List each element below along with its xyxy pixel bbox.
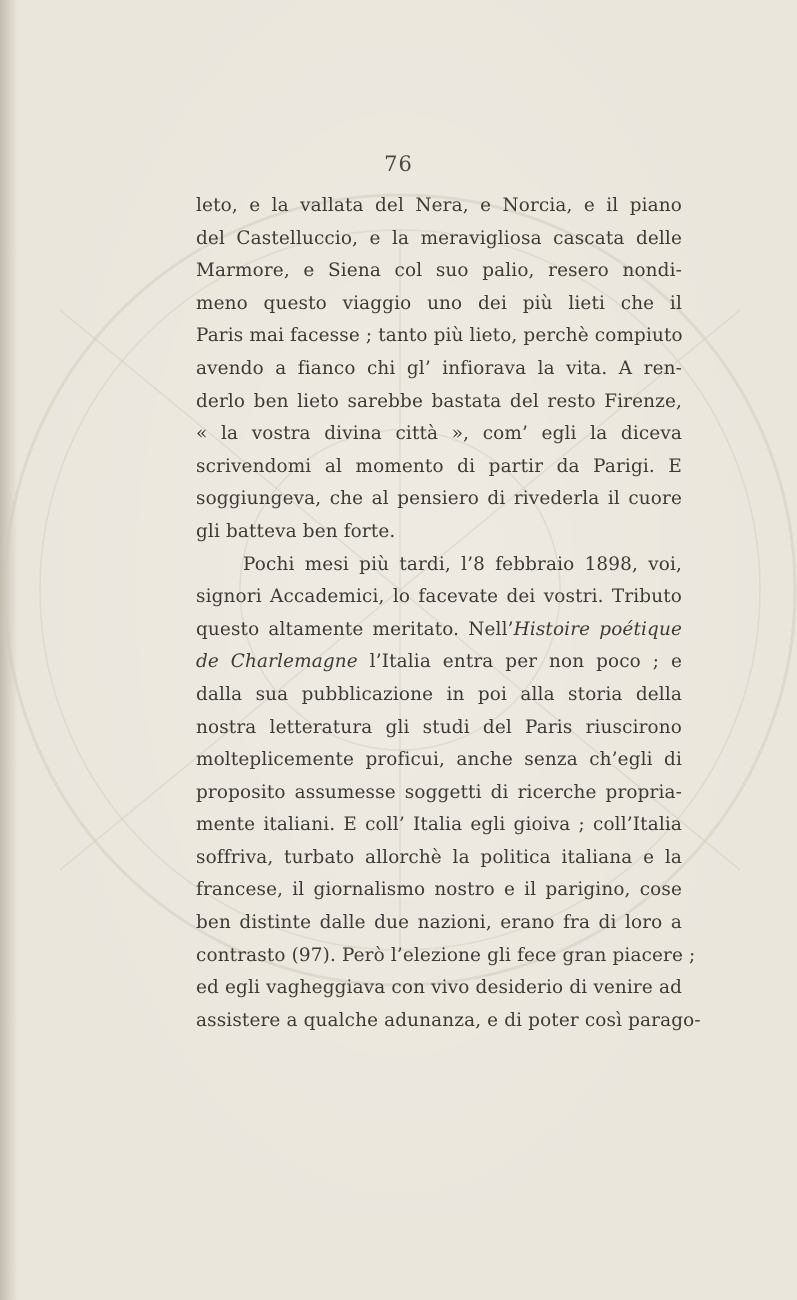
text-segment: mente italiani. E coll’ Italia egli gioiva ; coll’Italia xyxy=(196,814,682,836)
text-line xyxy=(196,744,682,777)
text-segment: l’Italia entra per non poco ; e xyxy=(357,651,682,673)
text-segment: signori Accademici, lo facevate dei vostri. Tributo xyxy=(196,586,682,608)
text-segment: proposito assumesse soggetti di ricerche propria- xyxy=(196,781,682,803)
text-line xyxy=(196,516,682,549)
text-line xyxy=(196,288,682,321)
italic-title-segment: Histoire poétique xyxy=(513,618,682,640)
text-segment: scrivendomi al momento di partir da Parigi. E xyxy=(196,455,682,477)
text-line xyxy=(196,483,682,516)
text-line xyxy=(196,907,682,940)
text-line xyxy=(196,712,682,745)
text-segment: ben distinte dalle due nazioni, erano fra di loro a xyxy=(196,912,682,934)
text-line xyxy=(196,1005,701,1038)
text-segment: contrasto (97). Però l’elezione gli fece gran piacere ; xyxy=(196,944,696,966)
text-line xyxy=(196,549,682,582)
text-line xyxy=(196,679,682,712)
text-segment: soffriva, turbato allorchè la politica italiana e la xyxy=(196,846,682,868)
text-line xyxy=(196,614,682,647)
page-fold-shadow xyxy=(0,0,18,1300)
text-segment: soggiungeva, che al pensiero di rivederla il cuore xyxy=(196,488,682,510)
text-segment: leto, e la vallata del Nera, e Norcia, e il piano xyxy=(196,195,682,216)
text-line xyxy=(196,972,682,1005)
text-segment: del Castelluccio, e la meravigliosa cascata delle xyxy=(196,227,682,249)
text-line xyxy=(196,386,682,419)
text-line xyxy=(196,190,682,223)
text-segment: dalla sua pubblicazione in poi alla storia della xyxy=(196,683,682,705)
text-segment: molteplicemente proficui, anche senza ch’egli di xyxy=(196,749,682,771)
text-line xyxy=(196,320,682,353)
text-line xyxy=(196,451,682,484)
text-segment: Pochi mesi più tardi, l’8 febbraio 1898, voi, xyxy=(243,553,682,575)
text-line xyxy=(196,353,682,386)
text-line xyxy=(196,809,682,842)
text-segment: gli batteva ben forte. xyxy=(196,520,396,542)
page-number: 76 xyxy=(384,152,413,176)
italic-title-segment: de Charlemagne xyxy=(196,651,358,673)
text-line xyxy=(196,581,682,614)
body-text xyxy=(196,190,701,1037)
text-line xyxy=(196,646,682,679)
text-segment: meno questo viaggio uno dei più lieti che il xyxy=(196,292,682,314)
text-segment: Paris mai facesse ; tanto più lieto, perchè compiuto xyxy=(196,325,683,347)
text-segment: assistere a qualche adunanza, e di poter così parago- xyxy=(196,1009,701,1031)
text-segment: nostra letteratura gli studi del Paris riuscirono xyxy=(196,716,682,738)
text-segment: francese, il giornalismo nostro e il parigino, cose xyxy=(196,879,682,901)
text-line xyxy=(196,874,682,907)
text-segment: « la vostra divina città », com’ egli la diceva xyxy=(196,423,682,445)
text-line xyxy=(196,223,682,256)
text-segment: avendo a fianco chi gl’ infiorava la vita. A ren- xyxy=(196,357,682,379)
text-line xyxy=(196,940,696,973)
text-segment: ed egli vagheggiava con vivo desiderio di venire ad xyxy=(196,977,682,999)
text-segment: Marmore, e Siena col suo palio, resero nondi- xyxy=(196,260,682,282)
text-line xyxy=(196,255,682,288)
text-segment: derlo ben lieto sarebbe bastata del resto Firenze, xyxy=(196,390,682,412)
text-line xyxy=(196,777,682,810)
text-line xyxy=(196,418,682,451)
text-segment: questo altamente meritato. Nell’ xyxy=(196,618,514,640)
text-line xyxy=(196,842,682,875)
